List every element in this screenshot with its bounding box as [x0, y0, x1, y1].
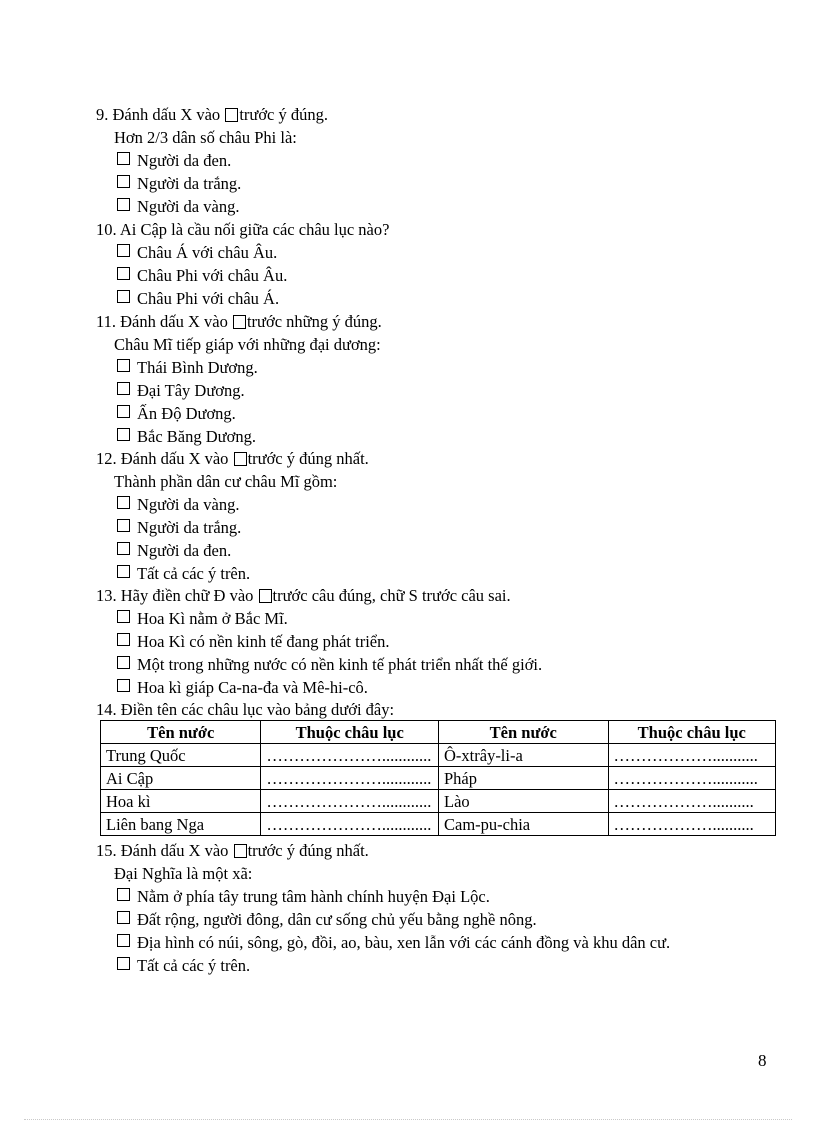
checkbox[interactable]: [117, 496, 130, 509]
checkbox[interactable]: [117, 382, 130, 395]
option-15-3[interactable]: Địa hình có núi, sông, gò, đồi, ao, bàu, xen lẫn với các cánh đồng và khu dân cư.: [96, 931, 670, 954]
table-blank-cell[interactable]: ………………..........: [608, 813, 776, 836]
checkbox[interactable]: [117, 519, 130, 532]
question-11-title: 11. Đánh dấu X vào trước những ý đúng.: [96, 312, 382, 331]
checkbox[interactable]: [117, 542, 130, 555]
table-header-row: [101, 721, 776, 744]
checkbox[interactable]: [117, 198, 130, 211]
table-blank-cell[interactable]: ………………...........: [608, 744, 776, 767]
table-row: [101, 790, 776, 813]
option-13-4[interactable]: Hoa kì giáp Ca-na-đa và Mê-hi-cô.: [96, 676, 542, 699]
table-header: Tên nước: [439, 721, 609, 744]
option-15-2[interactable]: Đất rộng, người đông, dân cư sống chủ yếu bằng nghề nông.: [96, 908, 670, 931]
option-10-1[interactable]: Châu Á với châu Âu.: [96, 241, 389, 264]
question-11: [96, 310, 382, 448]
table-cell: Lào: [439, 790, 609, 813]
question-12-stem: Thành phần dân cư châu Mĩ gồm:: [114, 472, 338, 491]
checkbox[interactable]: [117, 610, 130, 623]
question-15-stem: Đại Nghĩa là một xã:: [114, 864, 253, 883]
checkbox[interactable]: [117, 565, 130, 578]
table-cell: Hoa kì: [101, 790, 261, 813]
checkbox-icon: [225, 108, 238, 122]
option-13-1[interactable]: Hoa Kì nằm ở Bắc Mĩ.: [96, 607, 542, 630]
option-11-2[interactable]: Đại Tây Dương.: [96, 379, 382, 402]
continent-table: [100, 720, 776, 836]
option-11-1[interactable]: Thái Bình Dương.: [96, 356, 382, 379]
checkbox[interactable]: [117, 934, 130, 947]
table-header: Tên nước: [101, 721, 261, 744]
table-header: Thuộc châu lục: [608, 721, 776, 744]
question-15: [96, 839, 670, 977]
option-15-4[interactable]: Tất cả các ý trên.: [96, 954, 670, 977]
checkbox-icon: [234, 844, 247, 858]
table-row: [101, 767, 776, 790]
question-10: [96, 218, 389, 310]
question-14-title: 14. Điền tên các châu lục vào bảng dưới đây:: [96, 700, 395, 719]
question-12: [96, 447, 369, 585]
checkbox-icon: [234, 452, 247, 466]
checkbox[interactable]: [117, 175, 130, 188]
table-cell: Trung Quốc: [101, 744, 261, 767]
checkbox[interactable]: [117, 152, 130, 165]
checkbox[interactable]: [117, 290, 130, 303]
table-cell: Ai Cập: [101, 767, 261, 790]
option-15-1[interactable]: Nằm ở phía tây trung tâm hành chính huyện Đại Lộc.: [96, 885, 670, 908]
checkbox[interactable]: [117, 957, 130, 970]
table-row: [101, 744, 776, 767]
checkbox[interactable]: [117, 267, 130, 280]
question-9: [96, 103, 328, 218]
option-11-3[interactable]: Ấn Độ Dương.: [96, 402, 382, 425]
table-blank-cell[interactable]: …………………............: [261, 767, 439, 790]
checkbox[interactable]: [117, 244, 130, 257]
option-10-3[interactable]: Châu Phi với châu Á.: [96, 287, 389, 310]
checkbox[interactable]: [117, 679, 130, 692]
option-9-2[interactable]: Người da trắng.: [96, 172, 328, 195]
table-header: Thuộc châu lục: [261, 721, 439, 744]
question-11-stem: Châu Mĩ tiếp giáp với những đại dương:: [114, 335, 381, 354]
table-cell: Pháp: [439, 767, 609, 790]
option-13-3[interactable]: Một trong những nước có nền kinh tế phát triển nhất thế giới.: [96, 653, 542, 676]
checkbox-icon: [259, 589, 272, 603]
option-12-3[interactable]: Người da đen.: [96, 539, 369, 562]
table-row: [101, 813, 776, 836]
checkbox[interactable]: [117, 888, 130, 901]
table-blank-cell[interactable]: …………………............: [261, 813, 439, 836]
checkbox[interactable]: [117, 359, 130, 372]
table-blank-cell[interactable]: …………………............: [261, 744, 439, 767]
option-9-1[interactable]: Người da đen.: [96, 149, 328, 172]
option-10-2[interactable]: Châu Phi với châu Âu.: [96, 264, 389, 287]
option-11-4[interactable]: Bắc Băng Dương.: [96, 425, 382, 448]
question-15-title: 15. Đánh dấu X vào trước ý đúng nhất.: [96, 841, 369, 860]
option-12-2[interactable]: Người da trắng.: [96, 516, 369, 539]
page-number: 8: [758, 1051, 767, 1070]
table-cell: Cam-pu-chia: [439, 813, 609, 836]
table-blank-cell[interactable]: ………………..........: [608, 790, 776, 813]
checkbox-icon: [233, 315, 246, 329]
checkbox[interactable]: [117, 911, 130, 924]
table-blank-cell[interactable]: …………………............: [261, 790, 439, 813]
table-cell: Liên bang Nga: [101, 813, 261, 836]
question-9-title: 9. Đánh dấu X vào trước ý đúng.: [96, 105, 329, 124]
footer-divider: [24, 1119, 792, 1120]
option-13-2[interactable]: Hoa Kì có nền kinh tế đang phát triển.: [96, 630, 542, 653]
checkbox[interactable]: [117, 405, 130, 418]
question-13-title: 13. Hãy điền chữ Đ vào trước câu đúng, chữ S trước câu sai.: [96, 586, 511, 605]
checkbox[interactable]: [117, 633, 130, 646]
option-9-3[interactable]: Người da vàng.: [96, 195, 328, 218]
option-12-4[interactable]: Tất cả các ý trên.: [96, 562, 369, 585]
question-12-title: 12. Đánh dấu X vào trước ý đúng nhất.: [96, 449, 369, 468]
option-12-1[interactable]: Người da vàng.: [96, 493, 369, 516]
question-14: [96, 698, 394, 721]
question-13: [96, 584, 542, 699]
checkbox[interactable]: [117, 656, 130, 669]
question-9-stem: Hơn 2/3 dân số châu Phi là:: [114, 128, 297, 147]
checkbox[interactable]: [117, 428, 130, 441]
table-cell: Ô-xtrây-li-a: [439, 744, 609, 767]
question-10-title: 10. Ai Cập là cầu nối giữa các châu lục nào?: [96, 220, 390, 239]
table-blank-cell[interactable]: ………………...........: [608, 767, 776, 790]
